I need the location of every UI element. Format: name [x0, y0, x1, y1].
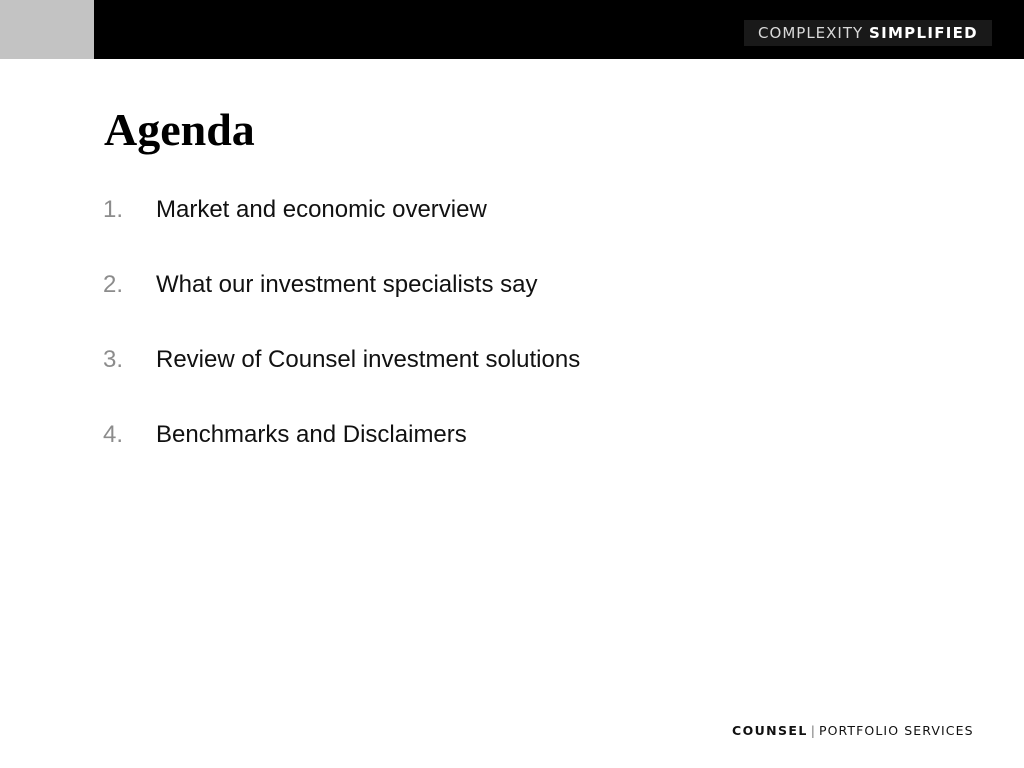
footer-separator: | — [810, 723, 816, 738]
agenda-item — [103, 416, 580, 491]
footer-brand-logo — [732, 721, 974, 741]
header-accent-block — [0, 0, 94, 59]
agenda-item — [103, 266, 580, 341]
agenda-item-number: 4. — [103, 421, 124, 448]
footer-brand-subtitle: PORTFOLIO SERVICES — [818, 723, 974, 738]
agenda-item — [103, 191, 580, 266]
agenda-item-label: What our investment specialists say — [156, 271, 538, 298]
agenda-item — [103, 341, 580, 416]
agenda-item-label: Market and economic overview — [156, 196, 487, 223]
tagline-light-text: COMPLEXITY — [758, 24, 864, 42]
agenda-list — [103, 191, 580, 491]
agenda-item-label: Review of Counsel investment solutions — [156, 346, 581, 373]
header-tagline-logo — [744, 20, 992, 46]
agenda-item-number: 3. — [103, 346, 124, 373]
agenda-item-number: 1. — [103, 196, 124, 223]
page-title: Agenda — [104, 104, 255, 155]
agenda-item-number: 2. — [103, 271, 124, 298]
tagline-bold-text: SIMPLIFIED — [868, 24, 978, 42]
footer-brand-name: COUNSEL — [732, 723, 808, 738]
agenda-item-label: Benchmarks and Disclaimers — [156, 421, 467, 448]
